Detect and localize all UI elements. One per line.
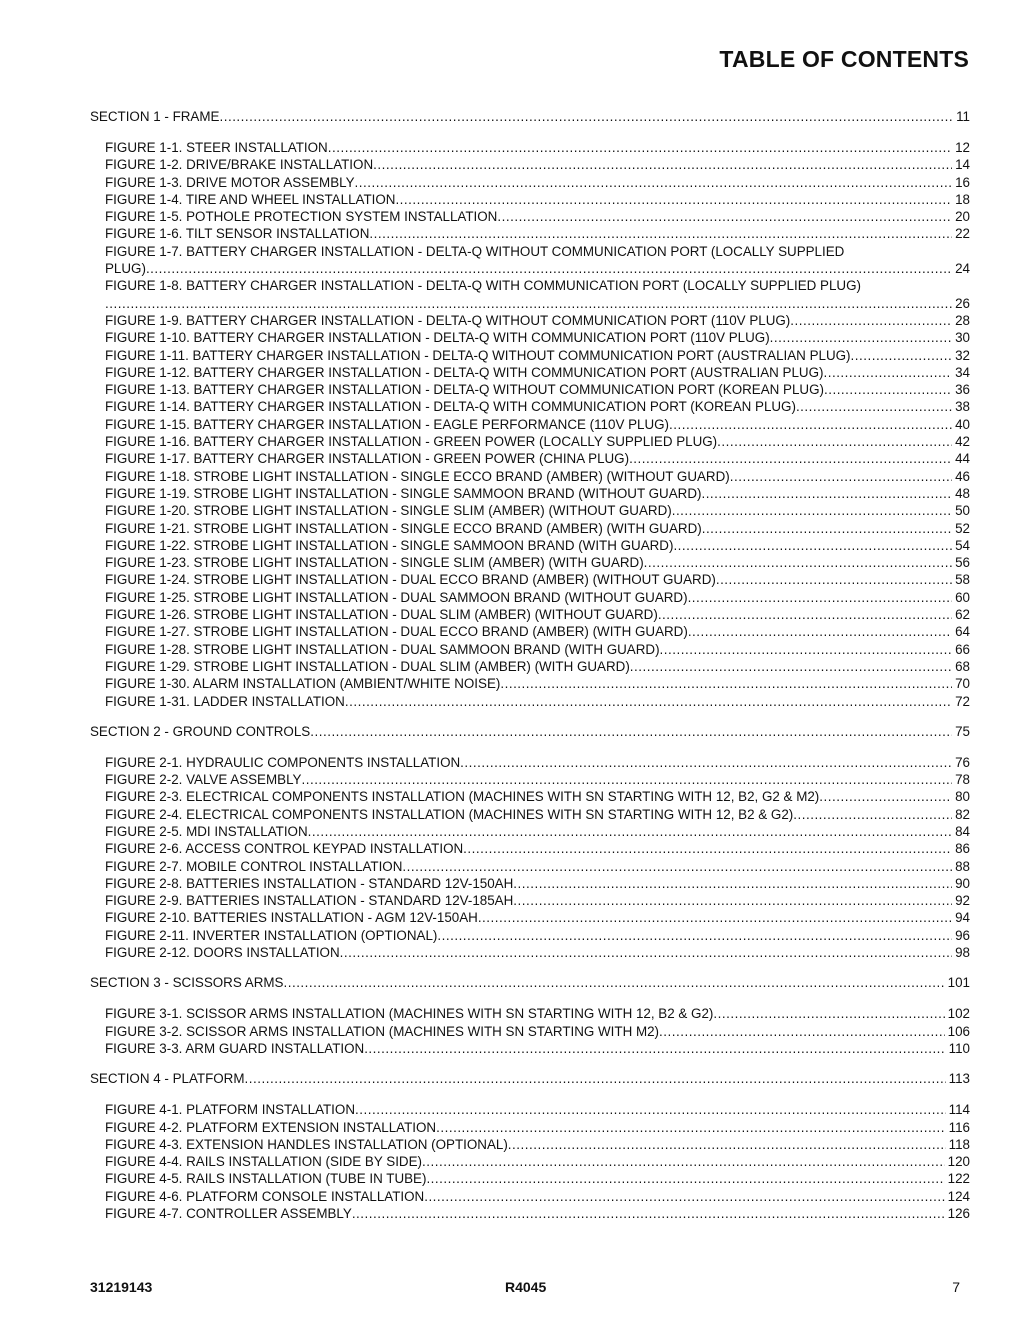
page-footer [90, 1279, 970, 1299]
dot-leader [355, 174, 953, 191]
toc-page-number: 101 [947, 975, 970, 991]
toc-figure-label: FIGURE 1-4. TIRE AND WHEEL INSTALLATION [105, 191, 396, 207]
dot-leader [328, 139, 952, 156]
toc-figure-entry[interactable] [90, 909, 970, 926]
toc-figure-label: FIGURE 1-25. STROBE LIGHT INSTALLATION - DUAL SAMMOON BRAND (WITHOUT GUARD) [105, 589, 688, 605]
toc-figure-entry[interactable] [90, 537, 970, 554]
toc-page-number: 46 [955, 468, 970, 484]
toc-page-number: 26 [955, 295, 970, 311]
toc-figure-entry[interactable] [90, 1005, 970, 1022]
toc-figure-entry[interactable] [90, 468, 970, 485]
toc-page-number: 82 [955, 806, 970, 822]
toc-page-number: 24 [955, 261, 970, 277]
toc-page-number: 75 [955, 723, 970, 739]
toc-page-number: 84 [955, 823, 970, 839]
toc-figure-label: FIGURE 1-22. STROBE LIGHT INSTALLATION - SINGLE SAMMOON BRAND (WITH GUARD) [105, 537, 674, 553]
toc-figure-entry[interactable] [90, 502, 970, 519]
toc-page-number: 12 [955, 140, 970, 155]
toc-figure-label: FIGURE 2-9. BATTERIES INSTALLATION - STANDARD 12V-185AH [105, 893, 514, 909]
toc-page-number: 68 [955, 658, 970, 674]
dot-leader [426, 1170, 944, 1187]
toc-figure-entry[interactable] [90, 875, 970, 892]
dot-leader [352, 1205, 945, 1222]
toc-figure-entry[interactable] [90, 225, 970, 242]
toc-figure-label: FIGURE 1-31. LADDER INSTALLATION [105, 693, 345, 709]
dot-leader [424, 1188, 944, 1205]
toc-page-number: 98 [955, 945, 970, 961]
table-of-contents [90, 108, 970, 1222]
toc-figure-entry[interactable] [90, 139, 970, 156]
dot-leader [369, 225, 952, 242]
toc-figure-entry[interactable] [90, 658, 970, 675]
toc-figure-entry[interactable] [90, 944, 970, 961]
toc-figure-label: FIGURE 1-18. STROBE LIGHT INSTALLATION - SINGLE ECCO BRAND (AMBER) (WITHOUT GUARD) [105, 468, 730, 484]
dot-leader [301, 771, 952, 788]
dot-leader [819, 788, 952, 805]
dot-leader [460, 754, 952, 771]
toc-page-number: 32 [955, 347, 970, 363]
toc-figure-entry[interactable] [90, 433, 970, 450]
toc-page-number: 88 [955, 858, 970, 874]
toc-figure-entry[interactable] [90, 520, 970, 537]
dot-leader [688, 589, 953, 606]
dot-leader [146, 260, 952, 277]
dot-leader [310, 723, 952, 741]
toc-figure-label: FIGURE 1-5. POTHOLE PROTECTION SYSTEM INSTALLATION [105, 209, 498, 225]
toc-figure-entry[interactable] [90, 191, 970, 208]
dot-leader [355, 1101, 946, 1118]
toc-page-number: 66 [955, 641, 970, 657]
toc-page-number: 114 [948, 1102, 970, 1118]
dot-leader [702, 520, 952, 537]
toc-figure-entry[interactable] [90, 1153, 970, 1170]
toc-figure-label: FIGURE 2-10. BATTERIES INSTALLATION - AGM 12V-150AH [105, 910, 478, 926]
toc-figure-label: FIGURE 3-2. SCISSOR ARMS INSTALLATION (MACHINES WITH SN STARTING WITH M2) [105, 1023, 660, 1039]
toc-figure-entry[interactable] [90, 277, 970, 294]
dot-leader [672, 502, 952, 519]
toc-section-label: SECTION 4 - PLATFORM [90, 1071, 245, 1087]
toc-page-number: 62 [955, 607, 970, 623]
toc-page-number: 94 [955, 910, 970, 926]
toc-page-number: 40 [955, 416, 970, 432]
toc-figure-label-continued: PLUG) [105, 261, 146, 277]
toc-page-number: 118 [948, 1136, 970, 1152]
dot-leader [437, 927, 952, 944]
toc-page-number: 14 [955, 157, 970, 173]
toc-figure-entry[interactable] [90, 771, 970, 788]
toc-figure-label: FIGURE 2-8. BATTERIES INSTALLATION - STANDARD 12V-150AH [105, 875, 514, 891]
dot-leader [513, 875, 952, 892]
toc-figure-entry[interactable] [90, 1101, 970, 1118]
toc-page-number: 11 [956, 109, 970, 124]
dot-leader [219, 108, 953, 126]
toc-section-entry[interactable] [90, 723, 970, 741]
dot-leader [851, 347, 953, 364]
toc-figure-label: FIGURE 1-21. STROBE LIGHT INSTALLATION - SINGLE ECCO BRAND (AMBER) (WITH GUARD) [105, 520, 702, 536]
toc-figure-entry[interactable] [90, 823, 970, 840]
toc-page-number: 126 [947, 1206, 970, 1222]
toc-figure-entry[interactable] [90, 485, 970, 502]
toc-page-number: 110 [948, 1040, 970, 1056]
toc-figure-label: FIGURE 4-1. PLATFORM INSTALLATION [105, 1102, 355, 1118]
dot-leader [364, 1040, 945, 1057]
dot-leader [630, 658, 952, 675]
dot-leader [824, 381, 952, 398]
dot-leader [283, 974, 944, 992]
toc-figure-entry[interactable] [90, 1023, 970, 1040]
toc-page-number: 28 [955, 312, 970, 328]
toc-figure-label: FIGURE 2-5. MDI INSTALLATION [105, 823, 308, 839]
dot-leader [402, 858, 952, 875]
toc-figure-entry[interactable] [90, 754, 970, 771]
toc-figure-label: FIGURE 3-3. ARM GUARD INSTALLATION [105, 1040, 365, 1056]
toc-figure-label: FIGURE 4-5. RAILS INSTALLATION (TUBE IN TUBE) [105, 1171, 427, 1187]
toc-figure-entry[interactable] [90, 1205, 970, 1222]
toc-figure-label: FIGURE 1-16. BATTERY CHARGER INSTALLATION - GREEN POWER (LOCALLY SUPPLIED PLUG) [105, 434, 718, 450]
dot-leader [660, 641, 953, 658]
toc-figure-label: FIGURE 1-20. STROBE LIGHT INSTALLATION - SINGLE SLIM (AMBER) (WITHOUT GUARD) [105, 503, 672, 519]
toc-figure-label: FIGURE 2-12. DOORS INSTALLATION [105, 945, 340, 961]
dot-leader [513, 892, 952, 909]
toc-page-number: 72 [955, 693, 970, 709]
toc-figure-label: FIGURE 1-26. STROBE LIGHT INSTALLATION - DUAL SLIM (AMBER) (WITHOUT GUARD) [105, 607, 658, 623]
dot-leader [669, 416, 952, 433]
page-title: TABLE OF CONTENTS [719, 46, 969, 72]
toc-figure-entry[interactable] [90, 416, 970, 433]
toc-figure-entry[interactable] [90, 606, 970, 623]
toc-page-number: 90 [955, 875, 970, 891]
toc-page-number: 113 [948, 1071, 970, 1087]
dot-leader [659, 1023, 945, 1040]
toc-section-entry[interactable] [90, 974, 970, 992]
toc-figure-label: FIGURE 2-4. ELECTRICAL COMPONENTS INSTALLATION (MACHINES WITH SN STARTING WITH 12, B2 & G2) [105, 806, 794, 822]
toc-page-number: 20 [955, 209, 970, 225]
toc-figure-entry[interactable] [90, 243, 970, 260]
toc-page-number: 36 [955, 382, 970, 398]
toc-figure-label: FIGURE 1-13. BATTERY CHARGER INSTALLATION - DELTA-Q WITHOUT COMMUNICATION PORT (KOREAN PLUG) [105, 382, 824, 398]
toc-figure-entry[interactable] [90, 675, 970, 692]
toc-page-number: 60 [955, 589, 970, 605]
toc-figure-label: FIGURE 4-6. PLATFORM CONSOLE INSTALLATION [105, 1188, 425, 1204]
toc-figure-label: FIGURE 2-3. ELECTRICAL COMPONENTS INSTALLATION (MACHINES WITH SN STARTING WITH 12, B2, G2 & M2) [105, 789, 820, 805]
toc-page-number: 106 [947, 1023, 970, 1039]
dot-leader [673, 537, 952, 554]
toc-page-number: 30 [955, 330, 970, 346]
toc-figure-label: FIGURE 1-7. BATTERY CHARGER INSTALLATION - DELTA-Q WITHOUT COMMUNICATION PORT (LOCALLY SUPPLIED [105, 243, 845, 259]
dot-leader [790, 312, 952, 329]
toc-section-entry[interactable] [90, 1070, 970, 1088]
toc-figure-entry[interactable] [90, 329, 970, 346]
dot-leader [373, 156, 952, 173]
toc-page-number: 22 [955, 226, 970, 242]
toc-page-number: 18 [955, 191, 970, 207]
toc-figure-entry[interactable] [90, 892, 970, 909]
dot-leader [688, 623, 952, 640]
toc-page-number: 102 [947, 1006, 970, 1022]
toc-page-number: 44 [955, 451, 970, 467]
dot-leader [713, 1005, 944, 1022]
toc-section-label: SECTION 3 - SCISSORS ARMS [90, 975, 284, 991]
toc-page-number: 76 [955, 754, 970, 770]
dot-leader [717, 433, 952, 450]
toc-figure-entry[interactable] [90, 858, 970, 875]
toc-figure-label: FIGURE 1-9. BATTERY CHARGER INSTALLATION - DELTA-Q WITHOUT COMMUNICATION PORT (110V PLUG) [105, 312, 791, 328]
toc-figure-entry[interactable] [90, 1040, 970, 1057]
toc-figure-entry[interactable] [90, 364, 970, 381]
toc-figure-entry[interactable] [90, 1136, 970, 1153]
dot-leader [701, 485, 952, 502]
dot-leader [105, 295, 952, 312]
toc-figure-label: FIGURE 1-28. STROBE LIGHT INSTALLATION - DUAL SAMMOON BRAND (WITH GUARD) [105, 641, 660, 657]
toc-figure-label: FIGURE 2-7. MOBILE CONTROL INSTALLATION [105, 858, 403, 874]
toc-page-number: 122 [947, 1171, 970, 1187]
toc-page-number: 116 [948, 1119, 970, 1135]
revision-code: R4045 [505, 1279, 547, 1295]
toc-figure-label: FIGURE 1-6. TILT SENSOR INSTALLATION [105, 226, 370, 242]
toc-figure-label: FIGURE 1-30. ALARM INSTALLATION (AMBIENT/WHITE NOISE) [105, 676, 501, 692]
toc-page-number: 96 [955, 927, 970, 943]
toc-page-number: 34 [955, 364, 970, 380]
dot-leader [658, 606, 952, 623]
toc-figure-entry[interactable] [90, 347, 970, 364]
toc-figure-label: FIGURE 4-2. PLATFORM EXTENSION INSTALLATION [105, 1119, 437, 1135]
toc-figure-label: FIGURE 1-12. BATTERY CHARGER INSTALLATION - DELTA-Q WITH COMMUNICATION PORT (AUSTRALIAN PLUG) [105, 364, 824, 380]
toc-figure-entry[interactable] [90, 927, 970, 944]
toc-figure-label: FIGURE 1-29. STROBE LIGHT INSTALLATION - DUAL SLIM (AMBER) (WITH GUARD) [105, 658, 630, 674]
dot-leader [796, 398, 952, 415]
toc-figure-label: FIGURE 1-8. BATTERY CHARGER INSTALLATION - DELTA-Q WITH COMMUNICATION PORT (LOCALLY SUPPLIED PLUG) [105, 278, 861, 294]
toc-figure-entry-continued[interactable] [90, 260, 970, 277]
toc-figure-entry[interactable] [90, 641, 970, 658]
toc-figure-label: FIGURE 1-14. BATTERY CHARGER INSTALLATION - DELTA-Q WITH COMMUNICATION PORT (KOREAN PLUG) [105, 399, 796, 415]
toc-page-number: 64 [955, 624, 970, 640]
document-number: 31219143 [90, 1279, 153, 1295]
dot-leader [730, 468, 952, 485]
toc-figure-entry-continued[interactable] [90, 295, 970, 312]
toc-figure-label: FIGURE 4-3. EXTENSION HANDLES INSTALLATION (OPTIONAL) [105, 1136, 508, 1152]
dot-leader [629, 450, 952, 467]
toc-figure-label: FIGURE 1-11. BATTERY CHARGER INSTALLATION - DELTA-Q WITHOUT COMMUNICATION PORT (AUSTRALIAN PLUG) [105, 347, 851, 363]
toc-figure-label: FIGURE 1-10. BATTERY CHARGER INSTALLATION - DELTA-Q WITH COMMUNICATION PORT (110V PLUG) [105, 330, 770, 346]
toc-figure-label: FIGURE 1-24. STROBE LIGHT INSTALLATION - DUAL ECCO BRAND (AMBER) (WITHOUT GUARD) [105, 572, 716, 588]
toc-page-number: 42 [955, 434, 970, 450]
toc-page-number: 54 [955, 537, 970, 553]
dot-leader [345, 693, 952, 710]
toc-figure-entry[interactable] [90, 381, 970, 398]
dot-leader [436, 1119, 946, 1136]
toc-figure-label: FIGURE 2-2. VALVE ASSEMBLY [105, 772, 302, 788]
toc-figure-label: FIGURE 1-23. STROBE LIGHT INSTALLATION - SINGLE SLIM (AMBER) (WITH GUARD) [105, 555, 644, 571]
toc-page-number: 124 [947, 1188, 970, 1204]
toc-figure-label: FIGURE 4-4. RAILS INSTALLATION (SIDE BY SIDE) [105, 1154, 422, 1170]
toc-figure-entry[interactable] [90, 1188, 970, 1205]
toc-page-number: 16 [955, 174, 970, 190]
toc-figure-label: FIGURE 1-19. STROBE LIGHT INSTALLATION - SINGLE SAMMOON BRAND (WITHOUT GUARD) [105, 485, 702, 501]
toc-figure-entry[interactable] [90, 174, 970, 191]
dot-leader [497, 208, 952, 225]
toc-figure-entry[interactable] [90, 806, 970, 823]
dot-leader [478, 909, 952, 926]
toc-section-label: SECTION 2 - GROUND CONTROLS [90, 723, 311, 739]
toc-figure-entry[interactable] [90, 156, 970, 173]
toc-figure-entry[interactable] [90, 623, 970, 640]
toc-figure-label: FIGURE 1-27. STROBE LIGHT INSTALLATION - DUAL ECCO BRAND (AMBER) (WITH GUARD) [105, 624, 688, 640]
toc-page-number: 86 [955, 841, 970, 857]
toc-figure-entry[interactable] [90, 208, 970, 225]
toc-figure-label: FIGURE 3-1. SCISSOR ARMS INSTALLATION (MACHINES WITH SN STARTING WITH 12, B2 & G2) [105, 1006, 714, 1022]
toc-page-number: 58 [955, 572, 970, 588]
dot-leader [500, 675, 952, 692]
dot-leader [422, 1153, 945, 1170]
toc-page-number: 48 [955, 485, 970, 501]
toc-figure-entry[interactable] [90, 312, 970, 329]
toc-figure-entry[interactable] [90, 1170, 970, 1187]
toc-page-number: 52 [955, 520, 970, 536]
dot-leader [823, 364, 952, 381]
toc-figure-entry[interactable] [90, 1119, 970, 1136]
toc-figure-entry[interactable] [90, 450, 970, 467]
toc-figure-label: FIGURE 1-1. STEER INSTALLATION [105, 140, 328, 155]
dot-leader [395, 191, 952, 208]
toc-figure-label: FIGURE 1-15. BATTERY CHARGER INSTALLATION - EAGLE PERFORMANCE (110V PLUG) [105, 416, 670, 432]
toc-figure-label: FIGURE 1-3. DRIVE MOTOR ASSEMBLY [105, 174, 355, 190]
toc-figure-label: FIGURE 2-1. HYDRAULIC COMPONENTS INSTALLATION [105, 754, 461, 770]
toc-page-number: 120 [947, 1154, 970, 1170]
toc-page-number: 78 [955, 772, 970, 788]
toc-page-number: 92 [955, 893, 970, 909]
dot-leader [644, 554, 952, 571]
toc-page-number: 56 [955, 555, 970, 571]
page-number: 7 [952, 1279, 960, 1295]
dot-leader [463, 840, 952, 857]
toc-figure-label: FIGURE 1-17. BATTERY CHARGER INSTALLATION - GREEN POWER (CHINA PLUG) [105, 451, 630, 467]
toc-page-number: 38 [955, 399, 970, 415]
toc-page-number: 70 [955, 676, 970, 692]
toc-figure-entry[interactable] [90, 398, 970, 415]
toc-figure-entry[interactable] [90, 554, 970, 571]
dot-leader [716, 571, 952, 588]
dot-leader [308, 823, 952, 840]
dot-leader [340, 944, 952, 961]
toc-page-number: 80 [955, 789, 970, 805]
dot-leader [793, 806, 952, 823]
toc-figure-entry[interactable] [90, 589, 970, 606]
toc-figure-entry[interactable] [90, 840, 970, 857]
dot-leader [770, 329, 952, 346]
toc-section-entry[interactable] [90, 108, 970, 126]
toc-figure-entry[interactable] [90, 788, 970, 805]
toc-section-label: SECTION 1 - FRAME [90, 109, 220, 124]
toc-figure-label: FIGURE 1-2. DRIVE/BRAKE INSTALLATION [105, 157, 374, 173]
toc-figure-entry[interactable] [90, 693, 970, 710]
dot-leader [508, 1136, 946, 1153]
toc-figure-label: FIGURE 4-7. CONTROLLER ASSEMBLY [105, 1206, 352, 1222]
toc-figure-entry[interactable] [90, 571, 970, 588]
toc-figure-label: FIGURE 2-6. ACCESS CONTROL KEYPAD INSTALLATION [105, 841, 464, 857]
dot-leader [245, 1070, 946, 1088]
toc-figure-label: FIGURE 2-11. INVERTER INSTALLATION (OPTIONAL) [105, 927, 438, 943]
toc-page-number: 50 [955, 503, 970, 519]
